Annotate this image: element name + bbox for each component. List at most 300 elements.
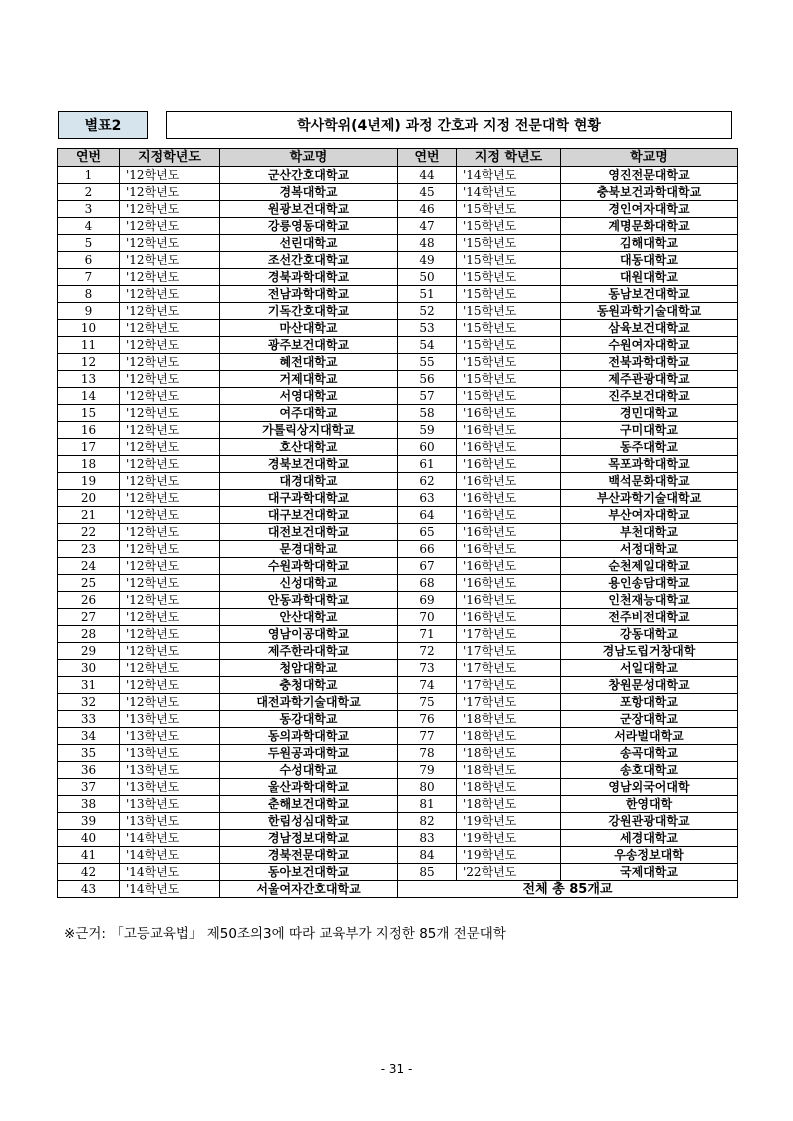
school-name: 울산과학대학교 (220, 779, 398, 796)
designation-year: '12학년도 (120, 439, 220, 456)
row-number: 12 (58, 354, 120, 371)
school-name: 경민대학교 (561, 405, 738, 422)
table-row (58, 507, 738, 524)
row-number: 21 (58, 507, 120, 524)
row-number: 37 (58, 779, 120, 796)
header-school: 학교명 (220, 149, 398, 167)
table-row (58, 626, 738, 643)
table-row (58, 677, 738, 694)
table-row (58, 864, 738, 881)
designation-year: '12학년도 (120, 507, 220, 524)
row-number: 43 (58, 881, 120, 898)
designation-year: '13학년도 (120, 813, 220, 830)
row-number: 74 (398, 677, 457, 694)
designation-year: '12학년도 (120, 524, 220, 541)
table-row (58, 388, 738, 405)
school-name: 구미대학교 (561, 422, 738, 439)
table-row (58, 371, 738, 388)
designation-year: '12학년도 (120, 371, 220, 388)
designation-year: '16학년도 (457, 507, 561, 524)
table-row (58, 847, 738, 864)
table-row (58, 184, 738, 201)
designation-year: '12학년도 (120, 422, 220, 439)
row-number: 23 (58, 541, 120, 558)
row-number: 84 (398, 847, 457, 864)
row-number: 33 (58, 711, 120, 728)
school-name: 서라벌대학교 (561, 728, 738, 745)
row-number: 66 (398, 541, 457, 558)
designation-year: '17학년도 (457, 660, 561, 677)
designation-year: '13학년도 (120, 762, 220, 779)
designation-year: '19학년도 (457, 847, 561, 864)
designation-year: '18학년도 (457, 762, 561, 779)
row-number: 48 (398, 235, 457, 252)
row-number: 9 (58, 303, 120, 320)
table-row (58, 269, 738, 286)
school-name: 대구보건대학교 (220, 507, 398, 524)
designation-year: '12학년도 (120, 354, 220, 371)
school-name: 제주한라대학교 (220, 643, 398, 660)
table-row (58, 456, 738, 473)
row-number: 76 (398, 711, 457, 728)
school-name: 경북전문대학교 (220, 847, 398, 864)
school-name: 한영대학 (561, 796, 738, 813)
table-row (58, 422, 738, 439)
row-number: 69 (398, 592, 457, 609)
row-number: 63 (398, 490, 457, 507)
designation-year: '15학년도 (457, 337, 561, 354)
designation-year: '12학년도 (120, 388, 220, 405)
school-name: 군장대학교 (561, 711, 738, 728)
designation-year: '17학년도 (457, 626, 561, 643)
header-school-2: 학교명 (561, 149, 738, 167)
table-row (58, 830, 738, 847)
table-row (58, 405, 738, 422)
source-note: ※근거: 「고등교육법」 제50조의3에 따라 교육부가 지정한 85개 전문대학 (64, 926, 506, 942)
school-name: 경남도립거창대학 (561, 643, 738, 660)
school-name: 수원여자대학교 (561, 337, 738, 354)
row-number: 11 (58, 337, 120, 354)
row-number: 49 (398, 252, 457, 269)
designation-year: '15학년도 (457, 286, 561, 303)
school-name: 계명문화대학교 (561, 218, 738, 235)
row-number: 19 (58, 473, 120, 490)
school-name: 안동과학대학교 (220, 592, 398, 609)
school-name: 원광보건대학교 (220, 201, 398, 218)
table-row (58, 762, 738, 779)
table-row (58, 524, 738, 541)
designation-year: '13학년도 (120, 779, 220, 796)
row-number: 81 (398, 796, 457, 813)
designation-year: '12학년도 (120, 218, 220, 235)
table-row (58, 354, 738, 371)
row-number: 70 (398, 609, 457, 626)
school-name: 대동대학교 (561, 252, 738, 269)
designation-year: '19학년도 (457, 830, 561, 847)
row-number: 82 (398, 813, 457, 830)
school-name: 두원공과대학교 (220, 745, 398, 762)
row-number: 65 (398, 524, 457, 541)
row-number: 62 (398, 473, 457, 490)
designation-year: '12학년도 (120, 541, 220, 558)
row-number: 71 (398, 626, 457, 643)
school-name: 백석문화대학교 (561, 473, 738, 490)
designation-year: '12학년도 (120, 575, 220, 592)
designation-year: '17학년도 (457, 694, 561, 711)
school-name: 경인여자대학교 (561, 201, 738, 218)
school-name: 춘해보건대학교 (220, 796, 398, 813)
row-number: 20 (58, 490, 120, 507)
row-number: 80 (398, 779, 457, 796)
designation-year: '19학년도 (457, 813, 561, 830)
designation-year: '12학년도 (120, 694, 220, 711)
table-row (58, 711, 738, 728)
school-name: 영남이공대학교 (220, 626, 398, 643)
school-name: 포항대학교 (561, 694, 738, 711)
table-row (58, 745, 738, 762)
school-name: 동주대학교 (561, 439, 738, 456)
school-name: 전북과학대학교 (561, 354, 738, 371)
designation-year: '14학년도 (120, 881, 220, 898)
table-row (58, 813, 738, 830)
school-name: 동강대학교 (220, 711, 398, 728)
table-row (58, 252, 738, 269)
row-number: 75 (398, 694, 457, 711)
school-name: 송호대학교 (561, 762, 738, 779)
row-number: 51 (398, 286, 457, 303)
designation-year: '22학년도 (457, 864, 561, 881)
table-row (58, 490, 738, 507)
designation-year: '16학년도 (457, 609, 561, 626)
row-number: 83 (398, 830, 457, 847)
designation-year: '18학년도 (457, 745, 561, 762)
row-number: 31 (58, 677, 120, 694)
school-name: 삼육보건대학교 (561, 320, 738, 337)
school-name: 동의과학대학교 (220, 728, 398, 745)
designation-year: '15학년도 (457, 252, 561, 269)
header-no: 연번 (58, 149, 120, 167)
row-number: 28 (58, 626, 120, 643)
school-name: 부천대학교 (561, 524, 738, 541)
appendix-label: 별표2 (58, 111, 148, 139)
school-name: 대구과학대학교 (220, 490, 398, 507)
designation-year: '16학년도 (457, 592, 561, 609)
school-name: 가톨릭상지대학교 (220, 422, 398, 439)
school-name: 대원대학교 (561, 269, 738, 286)
table-row (58, 694, 738, 711)
row-number: 16 (58, 422, 120, 439)
designation-year: '12학년도 (120, 473, 220, 490)
table-row (58, 660, 738, 677)
table-row (58, 167, 738, 184)
table-row (58, 320, 738, 337)
school-name: 여주대학교 (220, 405, 398, 422)
designation-year: '12학년도 (120, 405, 220, 422)
school-name: 안산대학교 (220, 609, 398, 626)
row-number: 22 (58, 524, 120, 541)
row-number: 55 (398, 354, 457, 371)
designation-year: '15학년도 (457, 388, 561, 405)
row-number: 61 (398, 456, 457, 473)
row-number: 53 (398, 320, 457, 337)
row-number: 41 (58, 847, 120, 864)
school-name: 전남과학대학교 (220, 286, 398, 303)
school-name: 송곡대학교 (561, 745, 738, 762)
row-number: 50 (398, 269, 457, 286)
row-number: 64 (398, 507, 457, 524)
row-number: 26 (58, 592, 120, 609)
table-row (58, 473, 738, 490)
school-name: 조선간호대학교 (220, 252, 398, 269)
designation-year: '12학년도 (120, 320, 220, 337)
designation-year: '12학년도 (120, 269, 220, 286)
designation-year: '14학년도 (457, 167, 561, 184)
school-name: 군산간호대학교 (220, 167, 398, 184)
table-row (58, 218, 738, 235)
row-number: 44 (398, 167, 457, 184)
designation-year: '14학년도 (120, 847, 220, 864)
school-name: 부산여자대학교 (561, 507, 738, 524)
designation-year: '14학년도 (457, 184, 561, 201)
row-number: 10 (58, 320, 120, 337)
school-name: 광주보건대학교 (220, 337, 398, 354)
row-number: 40 (58, 830, 120, 847)
row-number: 6 (58, 252, 120, 269)
row-number: 34 (58, 728, 120, 745)
row-number: 13 (58, 371, 120, 388)
row-number: 7 (58, 269, 120, 286)
school-name: 대전보건대학교 (220, 524, 398, 541)
designation-year: '15학년도 (457, 354, 561, 371)
designation-year: '12학년도 (120, 235, 220, 252)
school-name: 서일대학교 (561, 660, 738, 677)
designation-year: '16학년도 (457, 422, 561, 439)
row-number: 25 (58, 575, 120, 592)
designation-year: '16학년도 (457, 575, 561, 592)
school-name: 충북보건과학대학교 (561, 184, 738, 201)
school-name: 경북과학대학교 (220, 269, 398, 286)
header-year: 지정학년도 (120, 149, 220, 167)
row-number: 46 (398, 201, 457, 218)
designation-year: '14학년도 (120, 830, 220, 847)
designation-year: '16학년도 (457, 524, 561, 541)
school-name: 세경대학교 (561, 830, 738, 847)
row-number: 54 (398, 337, 457, 354)
row-number: 15 (58, 405, 120, 422)
table-row (58, 609, 738, 626)
designation-year: '17학년도 (457, 643, 561, 660)
row-number: 30 (58, 660, 120, 677)
table-row (58, 575, 738, 592)
college-table (57, 148, 738, 898)
row-number: 38 (58, 796, 120, 813)
school-name: 경복대학교 (220, 184, 398, 201)
row-number: 2 (58, 184, 120, 201)
school-name: 마산대학교 (220, 320, 398, 337)
designation-year: '12학년도 (120, 184, 220, 201)
designation-year: '12학년도 (120, 252, 220, 269)
row-number: 36 (58, 762, 120, 779)
school-name: 창원문성대학교 (561, 677, 738, 694)
row-number: 29 (58, 643, 120, 660)
designation-year: '12학년도 (120, 286, 220, 303)
row-number: 77 (398, 728, 457, 745)
row-number: 45 (398, 184, 457, 201)
row-number: 52 (398, 303, 457, 320)
designation-year: '16학년도 (457, 456, 561, 473)
table-row (58, 592, 738, 609)
designation-year: '16학년도 (457, 405, 561, 422)
designation-year: '16학년도 (457, 558, 561, 575)
row-number: 67 (398, 558, 457, 575)
row-number: 72 (398, 643, 457, 660)
school-name: 부산과학기술대학교 (561, 490, 738, 507)
row-number: 56 (398, 371, 457, 388)
table-row (58, 235, 738, 252)
designation-year: '12학년도 (120, 558, 220, 575)
school-name: 경북보건대학교 (220, 456, 398, 473)
school-name: 신성대학교 (220, 575, 398, 592)
designation-year: '16학년도 (457, 541, 561, 558)
row-number: 5 (58, 235, 120, 252)
table-row (58, 728, 738, 745)
table-row (58, 541, 738, 558)
row-number: 79 (398, 762, 457, 779)
school-name: 목포과학대학교 (561, 456, 738, 473)
school-name: 강동대학교 (561, 626, 738, 643)
school-name: 대전과학기술대학교 (220, 694, 398, 711)
designation-year: '15학년도 (457, 201, 561, 218)
row-number: 78 (398, 745, 457, 762)
table-row-last (58, 881, 738, 898)
table-row (58, 779, 738, 796)
table-row (58, 286, 738, 303)
school-name: 동원과학기술대학교 (561, 303, 738, 320)
designation-year: '14학년도 (120, 864, 220, 881)
designation-year: '16학년도 (457, 439, 561, 456)
row-number: 85 (398, 864, 457, 881)
row-number: 8 (58, 286, 120, 303)
row-number: 1 (58, 167, 120, 184)
designation-year: '15학년도 (457, 371, 561, 388)
school-name: 서영대학교 (220, 388, 398, 405)
header-no-2: 연번 (398, 149, 457, 167)
school-name: 선린대학교 (220, 235, 398, 252)
designation-year: '12학년도 (120, 660, 220, 677)
school-name: 서울여자간호대학교 (220, 881, 398, 898)
school-name: 호산대학교 (220, 439, 398, 456)
school-name: 영남외국어대학 (561, 779, 738, 796)
school-name: 청암대학교 (220, 660, 398, 677)
school-name: 진주보건대학교 (561, 388, 738, 405)
designation-year: '15학년도 (457, 218, 561, 235)
school-name: 충청대학교 (220, 677, 398, 694)
designation-year: '12학년도 (120, 609, 220, 626)
table-row (58, 439, 738, 456)
row-number: 73 (398, 660, 457, 677)
school-name: 경남정보대학교 (220, 830, 398, 847)
table-row (58, 558, 738, 575)
school-name: 제주관광대학교 (561, 371, 738, 388)
designation-year: '12학년도 (120, 490, 220, 507)
row-number: 3 (58, 201, 120, 218)
designation-year: '13학년도 (120, 711, 220, 728)
designation-year: '15학년도 (457, 303, 561, 320)
designation-year: '15학년도 (457, 320, 561, 337)
school-name: 한림성심대학교 (220, 813, 398, 830)
designation-year: '12학년도 (120, 592, 220, 609)
total-count: 전체 총 85개교 (398, 881, 738, 898)
row-number: 14 (58, 388, 120, 405)
row-number: 35 (58, 745, 120, 762)
row-number: 58 (398, 405, 457, 422)
row-number: 39 (58, 813, 120, 830)
row-number: 57 (398, 388, 457, 405)
designation-year: '13학년도 (120, 728, 220, 745)
row-number: 27 (58, 609, 120, 626)
header-year-2: 지정 학년도 (457, 149, 561, 167)
designation-year: '15학년도 (457, 269, 561, 286)
row-number: 32 (58, 694, 120, 711)
designation-year: '13학년도 (120, 745, 220, 762)
school-name: 용인송담대학교 (561, 575, 738, 592)
school-name: 국제대학교 (561, 864, 738, 881)
row-number: 42 (58, 864, 120, 881)
school-name: 강릉영동대학교 (220, 218, 398, 235)
designation-year: '12학년도 (120, 677, 220, 694)
school-name: 대경대학교 (220, 473, 398, 490)
designation-year: '18학년도 (457, 728, 561, 745)
school-name: 인천재능대학교 (561, 592, 738, 609)
table-row (58, 796, 738, 813)
row-number: 17 (58, 439, 120, 456)
designation-year: '18학년도 (457, 779, 561, 796)
school-name: 강원관광대학교 (561, 813, 738, 830)
designation-year: '13학년도 (120, 796, 220, 813)
school-name: 우송정보대학 (561, 847, 738, 864)
school-name: 동남보건대학교 (561, 286, 738, 303)
school-name: 혜전대학교 (220, 354, 398, 371)
table-row (58, 303, 738, 320)
designation-year: '18학년도 (457, 796, 561, 813)
row-number: 24 (58, 558, 120, 575)
school-name: 순천제일대학교 (561, 558, 738, 575)
school-name: 수원과학대학교 (220, 558, 398, 575)
row-number: 60 (398, 439, 457, 456)
designation-year: '15학년도 (457, 235, 561, 252)
school-name: 전주비전대학교 (561, 609, 738, 626)
school-name: 문경대학교 (220, 541, 398, 558)
school-name: 거제대학교 (220, 371, 398, 388)
school-name: 수성대학교 (220, 762, 398, 779)
designation-year: '12학년도 (120, 456, 220, 473)
row-number: 18 (58, 456, 120, 473)
school-name: 서정대학교 (561, 541, 738, 558)
designation-year: '12학년도 (120, 303, 220, 320)
page-number: - 31 - (380, 1062, 413, 1076)
table-row (58, 201, 738, 218)
designation-year: '12학년도 (120, 337, 220, 354)
table-header-row (58, 149, 738, 167)
designation-year: '12학년도 (120, 167, 220, 184)
row-number: 4 (58, 218, 120, 235)
school-name: 영진전문대학교 (561, 167, 738, 184)
designation-year: '16학년도 (457, 473, 561, 490)
school-name: 김해대학교 (561, 235, 738, 252)
designation-year: '18학년도 (457, 711, 561, 728)
designation-year: '12학년도 (120, 626, 220, 643)
row-number: 59 (398, 422, 457, 439)
